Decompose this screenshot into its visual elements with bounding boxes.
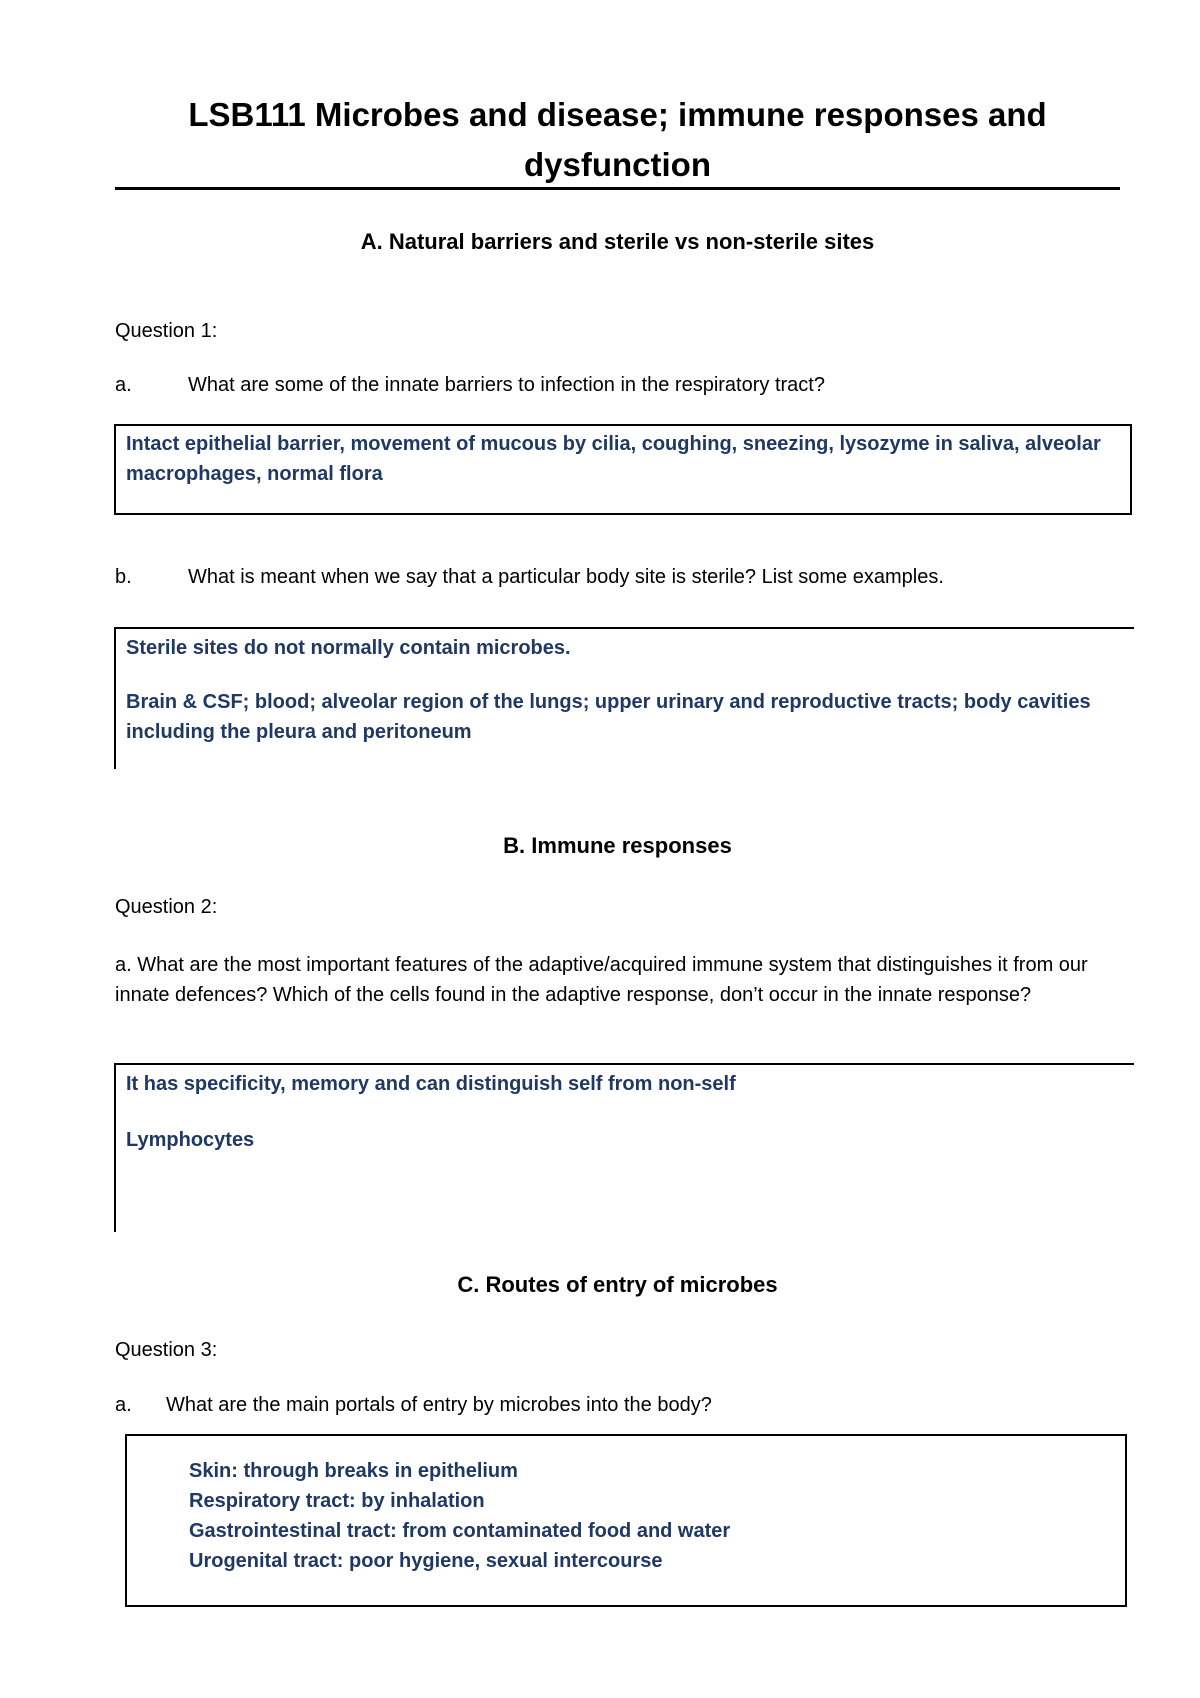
section-a-heading: A. Natural barriers and sterile vs non-sterile sites xyxy=(360,229,875,254)
title-divider xyxy=(115,187,1120,190)
answer-box-2a xyxy=(114,1063,1134,1232)
question-1b-letter: b. xyxy=(115,566,132,588)
question-1-label: Question 1: xyxy=(115,320,218,342)
question-3a-text: What are the main portals of entry by microbes into the body? xyxy=(166,1394,712,1416)
question-1a-text: What are some of the innate barriers to infection in the respiratory tract? xyxy=(188,374,825,396)
question-2-label: Question 2: xyxy=(115,896,218,918)
answer-3a-line: Respiratory tract: by inhalation xyxy=(189,1490,485,1512)
answer-3a-line: Urogenital tract: poor hygiene, sexual intercourse xyxy=(189,1550,663,1572)
question-3a-letter: a. xyxy=(115,1394,132,1416)
answer-box-1b xyxy=(114,627,1134,769)
page-title: LSB111 Microbes and disease; immune responses and dysfunction xyxy=(188,96,1047,183)
question-1b-text: What is meant when we say that a particular body site is sterile? List some examples. xyxy=(188,566,944,588)
section-b-heading: B. Immune responses xyxy=(503,833,732,858)
question-3-label: Question 3: xyxy=(115,1339,218,1361)
answer-3a-line: Skin: through breaks in epithelium xyxy=(189,1460,518,1482)
answer-1a-text: Intact epithelial barrier, movement of mucous by cilia, coughing, sneezing, lysozyme in saliva, alveolar macrophages, normal flora xyxy=(126,433,1101,485)
answer-3a-line: Gastrointestinal tract: from contaminated food and water xyxy=(189,1520,731,1542)
answer-box-1a xyxy=(114,424,1132,515)
answer-2a-line2: Lymphocytes xyxy=(126,1129,255,1151)
answer-2a-line1: It has specificity, memory and can distinguish self from non-self xyxy=(126,1073,736,1095)
answer-box-3a xyxy=(125,1434,1127,1607)
answer-1b-line2: Brain & CSF; blood; alveolar region of the lungs; upper urinary and reproductive tracts; body cavities including the pleura and peritoneum xyxy=(126,691,1091,743)
question-2a-text: a. What are the most important features of the adaptive/acquired immune system that distinguishes it from our innate defences? Which of the cells found in the adaptive response, don’t occur in the innate response? xyxy=(115,954,1088,1006)
section-c-heading: C. Routes of entry of microbes xyxy=(457,1272,778,1297)
answer-1b-line1: Sterile sites do not normally contain microbes. xyxy=(126,637,571,659)
question-1a-letter: a. xyxy=(115,374,132,396)
